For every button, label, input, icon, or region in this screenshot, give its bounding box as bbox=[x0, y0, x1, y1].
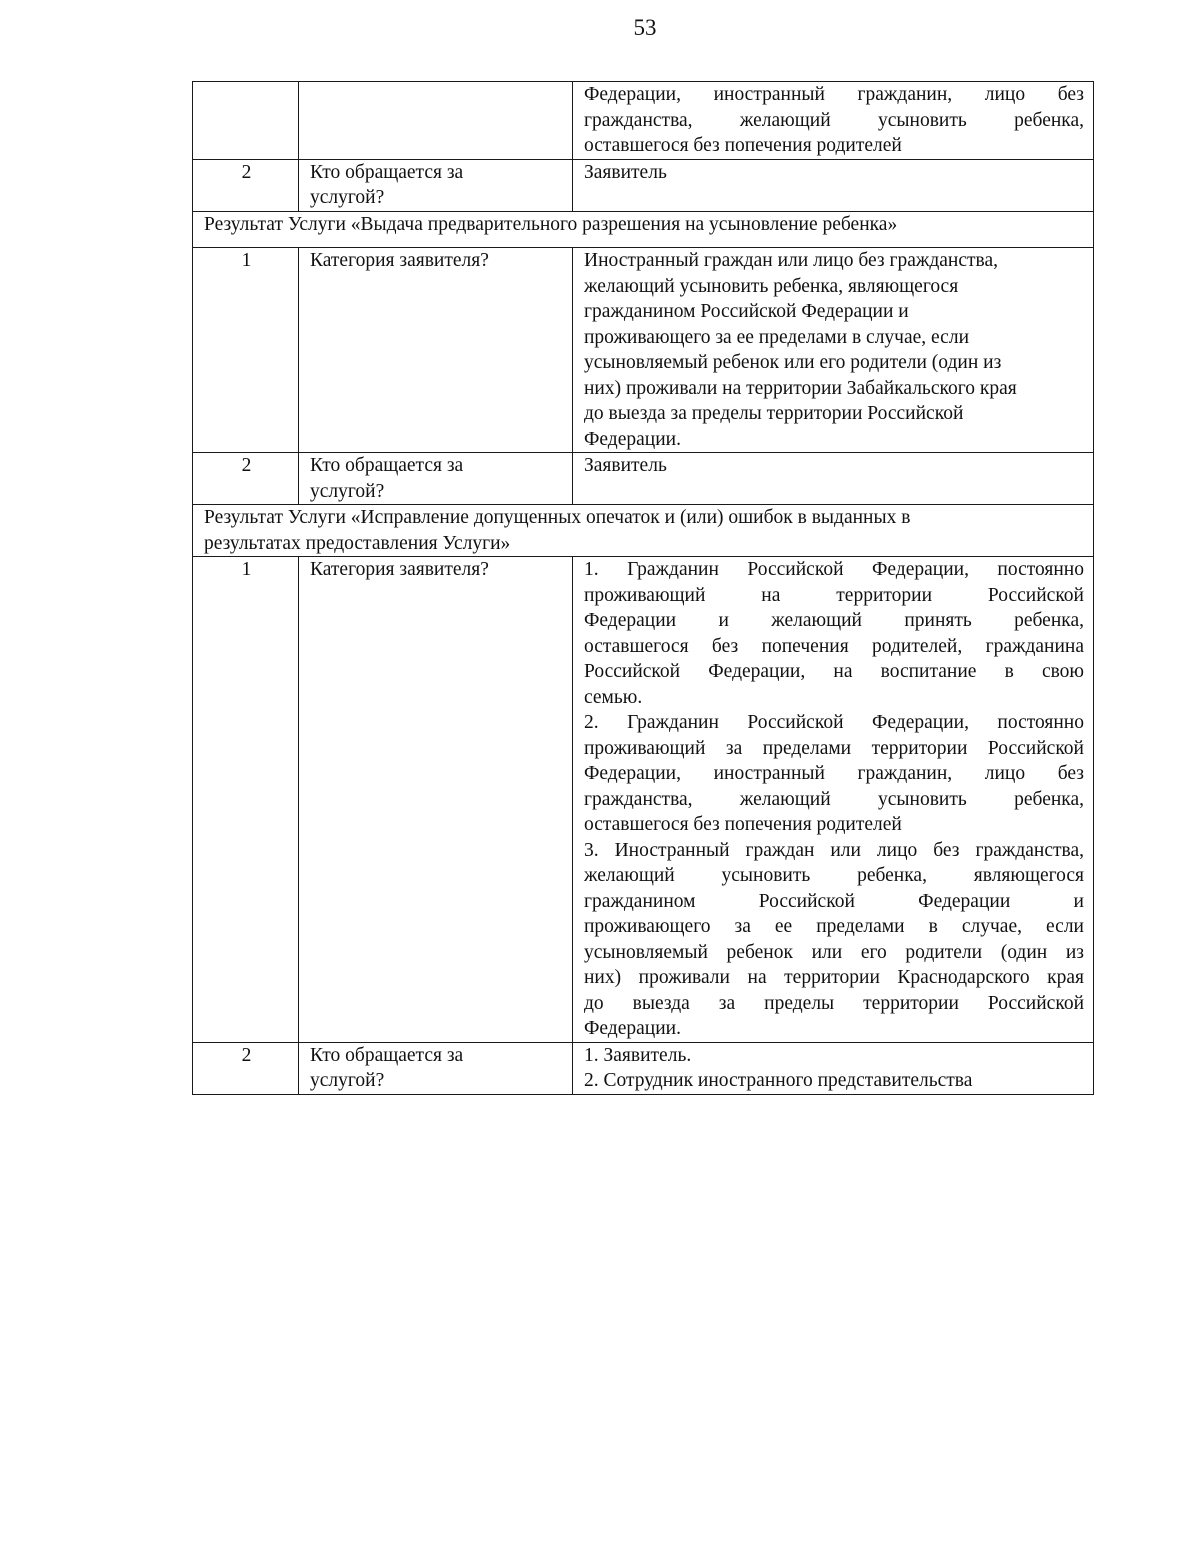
table-row bbox=[193, 159, 1094, 211]
question-line: Кто обращается за bbox=[310, 161, 464, 183]
section-heading-line: Результат Услуги «Выдача предварительного разрешения на усыновление ребенка» bbox=[204, 213, 898, 235]
answer-line: гражданства, желающий усыновить ребенка, bbox=[584, 788, 1084, 810]
answer-line: гражданства, желающий усыновить ребенка, bbox=[584, 109, 1084, 131]
answer-line: 2. Сотрудник иностранного представительства bbox=[584, 1070, 973, 1091]
table-row bbox=[193, 1042, 1094, 1094]
question-cell bbox=[299, 159, 573, 211]
row-number-cell: 1 bbox=[193, 557, 299, 1043]
answer-line: оставшегося без попечения родителей bbox=[584, 135, 902, 156]
answer-line: 1. Гражданин Российской Федерации, постоянно bbox=[584, 559, 1084, 580]
answer-line: желающий усыновить ребенка, являющегося bbox=[584, 275, 959, 297]
answer-line: до выезда за пределы территории Российской bbox=[584, 992, 1084, 1014]
applicant-table bbox=[192, 81, 1094, 1095]
answer-cell bbox=[573, 557, 1094, 1043]
answer-line: гражданином Российской Федерации и bbox=[584, 301, 909, 322]
table-row bbox=[193, 248, 1094, 453]
answer-line: оставшегося без попечения родителей, гражданина bbox=[584, 635, 1084, 657]
answer-line: желающий усыновить ребенка, являющегося bbox=[584, 865, 1084, 886]
table-row bbox=[193, 82, 1094, 160]
row-number-cell bbox=[193, 82, 299, 160]
answer-line: 3. Иностранный граждан или лицо без гражданства, bbox=[584, 839, 1084, 861]
table-row bbox=[193, 557, 1094, 1043]
section-heading bbox=[193, 211, 1094, 248]
section-heading-line: Результат Услуги «Исправление допущенных опечаток и (или) ошибок в выданных в bbox=[204, 507, 911, 528]
row-number-cell: 2 bbox=[193, 159, 299, 211]
answer-line: проживающий на территории Российской bbox=[584, 584, 1084, 606]
question-cell bbox=[299, 1042, 573, 1094]
answer-line: них) проживали на территории Краснодарского края bbox=[584, 967, 1084, 988]
answer-cell bbox=[573, 82, 1094, 160]
answer-line: Федерации, иностранный гражданин, лицо без bbox=[584, 84, 1084, 105]
answer-line: 2. Гражданин Российской Федерации, постоянно bbox=[584, 712, 1084, 733]
table-row bbox=[193, 453, 1094, 505]
page-number: 53 bbox=[633, 15, 657, 40]
answer-line: проживающего за ее пределами в случае, если bbox=[584, 916, 1084, 937]
answer-line: семью. bbox=[584, 686, 643, 708]
answer-line: усыновляемый ребенок или его родители (один из bbox=[584, 352, 1002, 373]
question-cell bbox=[299, 453, 573, 505]
answer-line: усыновляемый ребенок или его родители (один из bbox=[584, 941, 1084, 963]
answer-line: них) проживали на территории Забайкальского края bbox=[584, 377, 1017, 399]
answer-line: Иностранный граждан или лицо без гражданства, bbox=[584, 250, 999, 271]
answer-line: до выезда за пределы территории Российской bbox=[584, 403, 964, 424]
row-number-cell: 2 bbox=[193, 1042, 299, 1094]
answer-line: Федерации. bbox=[584, 428, 681, 450]
answer-cell: Заявитель bbox=[573, 453, 1094, 505]
answer-cell bbox=[573, 248, 1094, 453]
answer-line: Федерации и желающий принять ребенка, bbox=[584, 610, 1084, 631]
section-row bbox=[193, 505, 1094, 557]
answer-line: проживающего за ее пределами в случае, если bbox=[584, 326, 970, 348]
answer-cell: Заявитель bbox=[573, 159, 1094, 211]
answer-line: гражданином Российской Федерации и bbox=[584, 890, 1084, 912]
answer-line: 1. Заявитель. bbox=[584, 1044, 692, 1066]
row-number-cell: 1 bbox=[193, 248, 299, 453]
row-number-cell: 2 bbox=[193, 453, 299, 505]
question-line: услугой? bbox=[310, 480, 385, 502]
section-row bbox=[193, 211, 1094, 248]
question-line: услугой? bbox=[310, 187, 385, 208]
answer-line: Российской Федерации, на воспитание в свою bbox=[584, 661, 1084, 682]
answer-line: оставшегося без попечения родителей bbox=[584, 814, 902, 835]
answer-line: Федерации, иностранный гражданин, лицо без bbox=[584, 763, 1084, 784]
question-cell bbox=[299, 82, 573, 160]
section-spacer bbox=[204, 237, 1084, 247]
section-heading bbox=[193, 505, 1094, 557]
answer-cell bbox=[573, 1042, 1094, 1094]
question-line: услугой? bbox=[310, 1070, 385, 1091]
answer-line: проживающий за пределами территории Российской bbox=[584, 737, 1084, 759]
question-line: Кто обращается за bbox=[310, 455, 464, 476]
answer-line: Федерации. bbox=[584, 1018, 681, 1039]
section-heading-line: результатах предоставления Услуги» bbox=[204, 532, 511, 554]
question-cell: Категория заявителя? bbox=[299, 248, 573, 453]
question-line: Кто обращается за bbox=[310, 1044, 464, 1066]
question-cell: Категория заявителя? bbox=[299, 557, 573, 1043]
